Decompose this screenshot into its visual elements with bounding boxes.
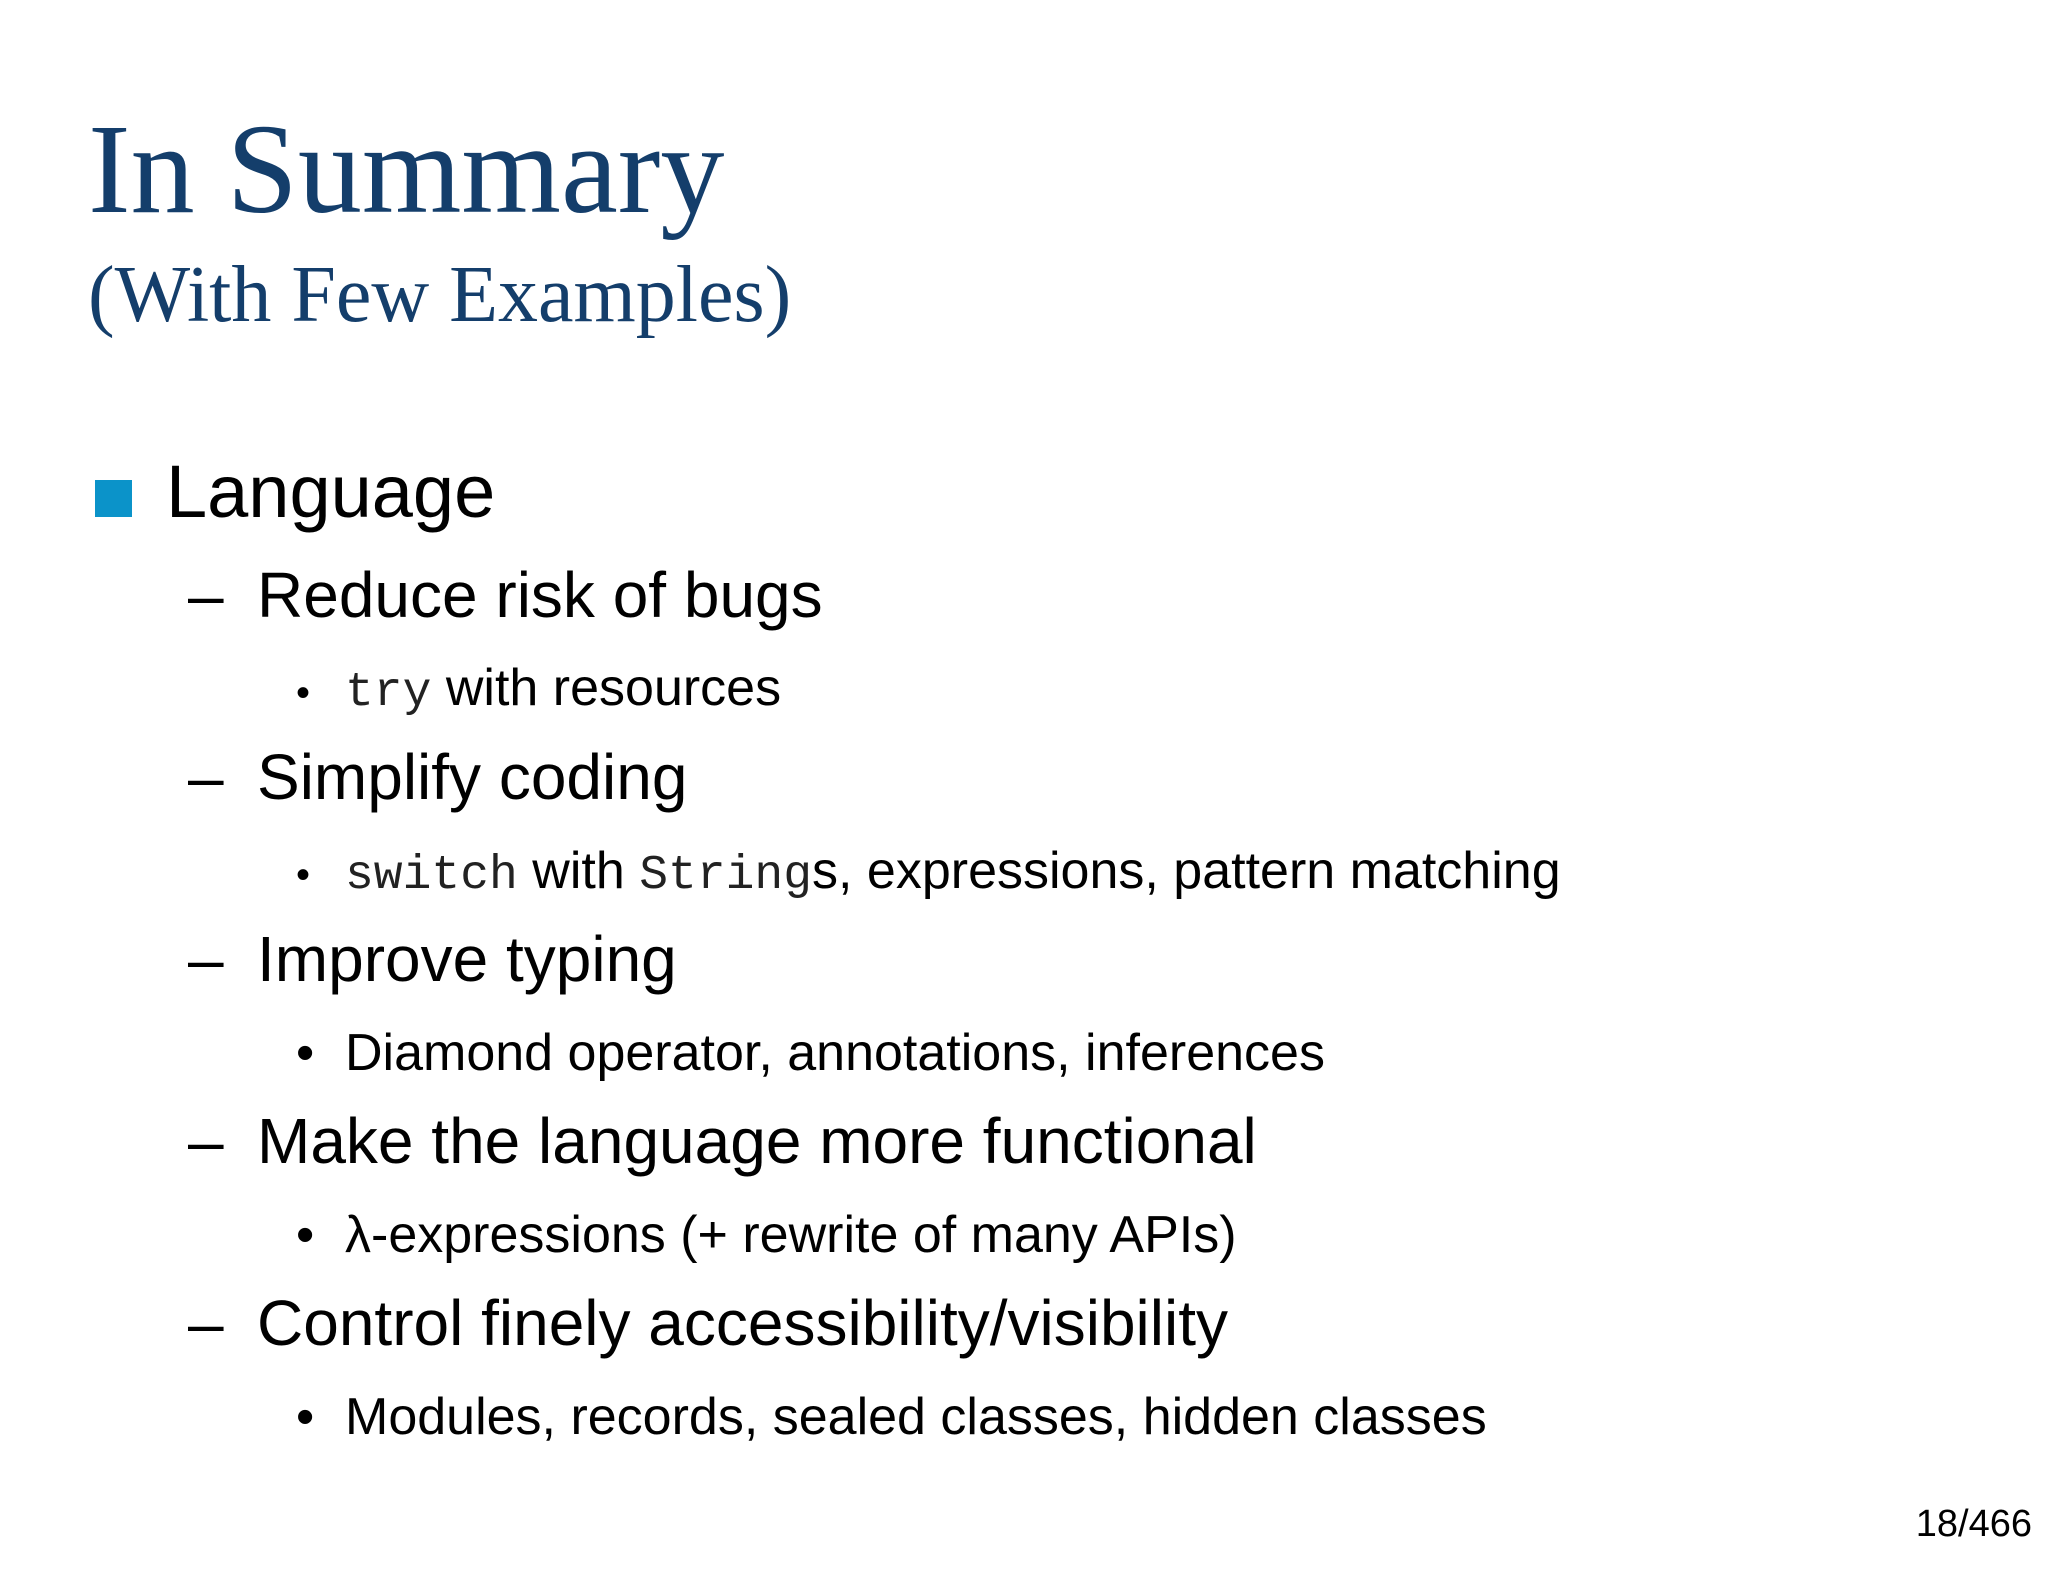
item-detail-switch bbox=[345, 842, 1561, 903]
code-string: String bbox=[639, 849, 813, 903]
section-language: Language bbox=[166, 450, 496, 533]
bullet-dot: • bbox=[296, 1024, 315, 1082]
dash-marker: – bbox=[188, 1105, 224, 1177]
item-detail-lambda: λ-expressions (+ rewrite of many APIs) bbox=[345, 1206, 1237, 1264]
item-heading-accessibility: Control finely accessibility/visibility bbox=[257, 1287, 1228, 1359]
item-heading-improve-typing: Improve typing bbox=[257, 923, 677, 995]
code-switch: switch bbox=[345, 849, 518, 903]
bullet-dot: • bbox=[296, 671, 311, 715]
bullet-dot: • bbox=[296, 1388, 315, 1446]
dash-marker: – bbox=[188, 1287, 224, 1359]
item-detail-modules: Modules, records, sealed classes, hidden classes bbox=[345, 1388, 1487, 1446]
item-heading-simplify-coding: Simplify coding bbox=[257, 741, 688, 813]
page-number: 18/466 bbox=[1915, 1503, 2032, 1545]
item-detail-diamond: Diamond operator, annotations, inferences bbox=[345, 1024, 1325, 1082]
dash-marker: – bbox=[188, 559, 224, 631]
dash-marker: – bbox=[188, 741, 224, 813]
detail-text: s, expressions, pattern matching bbox=[812, 842, 1561, 900]
dash-marker: – bbox=[188, 923, 224, 995]
code-try: try bbox=[345, 666, 432, 720]
bullet-dot: • bbox=[296, 853, 311, 897]
item-heading-reduce-bugs: Reduce risk of bugs bbox=[257, 559, 823, 631]
bullet-dot: • bbox=[296, 1206, 315, 1264]
detail-text: with bbox=[517, 842, 640, 900]
slide-title: In Summary bbox=[88, 98, 725, 240]
item-heading-functional: Make the language more functional bbox=[257, 1105, 1257, 1177]
detail-text: with resources bbox=[431, 659, 782, 717]
square-bullet-icon bbox=[95, 480, 132, 517]
slide-subtitle: (With Few Examples) bbox=[88, 251, 792, 339]
item-detail-try-with-resources bbox=[345, 659, 782, 720]
